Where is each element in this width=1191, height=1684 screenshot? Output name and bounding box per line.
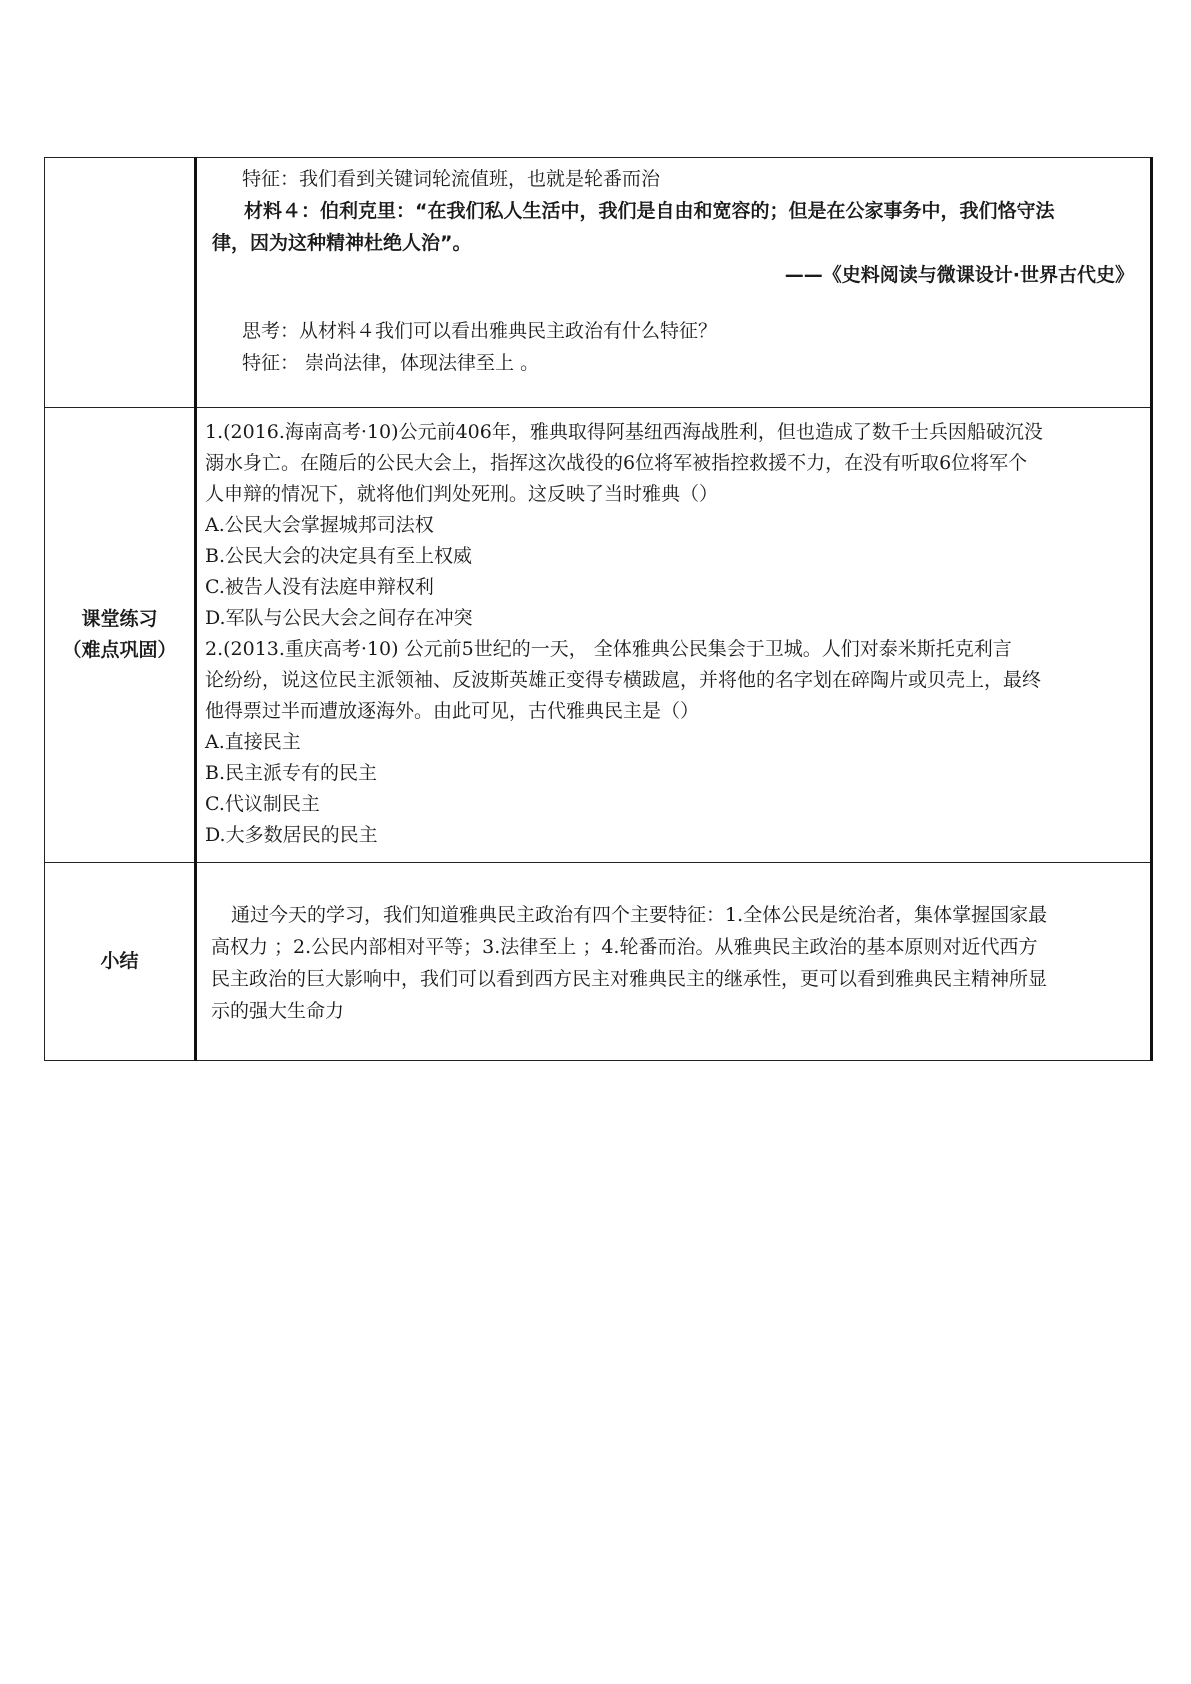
q2-stem-line3: 他得票过半而遭放逐海外。由此可见，古代雅典民主是（）: [205, 700, 700, 722]
summary-line2: 高权力 ；2.公民内部相对平等；3.法律至上 ；4.轮番而治。从雅典民主政治的基本原则对近代西方: [211, 936, 1038, 958]
label-exercises-subtitle: （难点巩固）: [62, 639, 177, 661]
table-row-summary: [45, 863, 1152, 1061]
row-label-exercises: [45, 408, 196, 863]
think-question: 思考：从材料４我们可以看出雅典民主政治有什么特征？: [242, 320, 718, 342]
material-source: ——《史料阅读与微课设计·世界古代史》: [784, 264, 1134, 286]
q2-option-a: A.直接民主: [205, 731, 301, 753]
q2-option-d: D.大多数居民的民主: [205, 824, 378, 846]
label-exercises-title: 课堂练习: [81, 608, 158, 630]
summary-line1: 通过今天的学习，我们知道雅典民主政治有四个主要特征：1.全体公民是统治者，集体掌握国家最: [231, 904, 1048, 926]
q1-stem-line2: 溺水身亡。在随后的公民大会上，指挥这次战役的6位将军被指控救援不力，在没有听取6位将军个: [205, 452, 1028, 474]
q2-stem-line2: 论纷纷，说这位民主派领袖、反波斯英雄正变得专横跋扈，并将他的名字划在碎陶片或贝壳上，最终: [205, 669, 1042, 691]
material4-text-line2: 律，因为这种精神杜绝人治”。: [212, 232, 472, 254]
summary-cell: [196, 863, 1152, 1061]
q2-stem-line1: 2.(2013.重庆高考·10) 公元前5世纪的一天， 全体雅典公民集会于卫城。人们对泰米斯托克利言: [205, 638, 1012, 660]
row-label-summary: 小结: [45, 863, 196, 1061]
feature-line: 特征：我们看到关键词轮流值班，也就是轮番而治: [242, 168, 661, 190]
exercises-cell: [196, 408, 1152, 863]
lesson-plan-table: [44, 157, 1153, 1061]
q1-stem-line1: 1.(2016.海南高考·10)公元前406年，雅典取得阿基纽西海战胜利，但也造成了数千士兵因船破沉没: [205, 421, 1043, 443]
q1-option-d: D.军队与公民大会之间存在冲突: [205, 607, 473, 629]
q2-option-b: B.民主派专有的民主: [205, 762, 378, 784]
q1-option-b: B.公民大会的决定具有至上权威: [205, 545, 473, 567]
summary-line4: 示的强大生命力: [211, 1000, 345, 1022]
summary-line3: 民主政治的巨大影响中，我们可以看到西方民主对雅典民主的继承性，更可以看到雅典民主精神所显: [211, 968, 1048, 990]
feature-answer: 特征： 崇尚法律，体现法律至上 。: [242, 352, 540, 374]
q1-stem-line3: 人申辩的情况下，就将他们判处死刑。这反映了当时雅典（）: [205, 483, 719, 505]
row-label-empty: [45, 158, 196, 408]
material4-cell: [196, 158, 1152, 408]
material4-text-line1: 材料４：伯利克里：“在我们私人生活中，我们是自由和宽容的；但是在公家事务中，我们恪守法: [244, 200, 1055, 222]
q1-option-a: A.公民大会掌握城邦司法权: [205, 514, 434, 536]
q2-option-c: C.代议制民主: [205, 793, 320, 815]
table-row-material4: [45, 158, 1152, 408]
q1-option-c: C.被告人没有法庭申辩权利: [205, 576, 434, 598]
table-row-exercises: [45, 408, 1152, 863]
